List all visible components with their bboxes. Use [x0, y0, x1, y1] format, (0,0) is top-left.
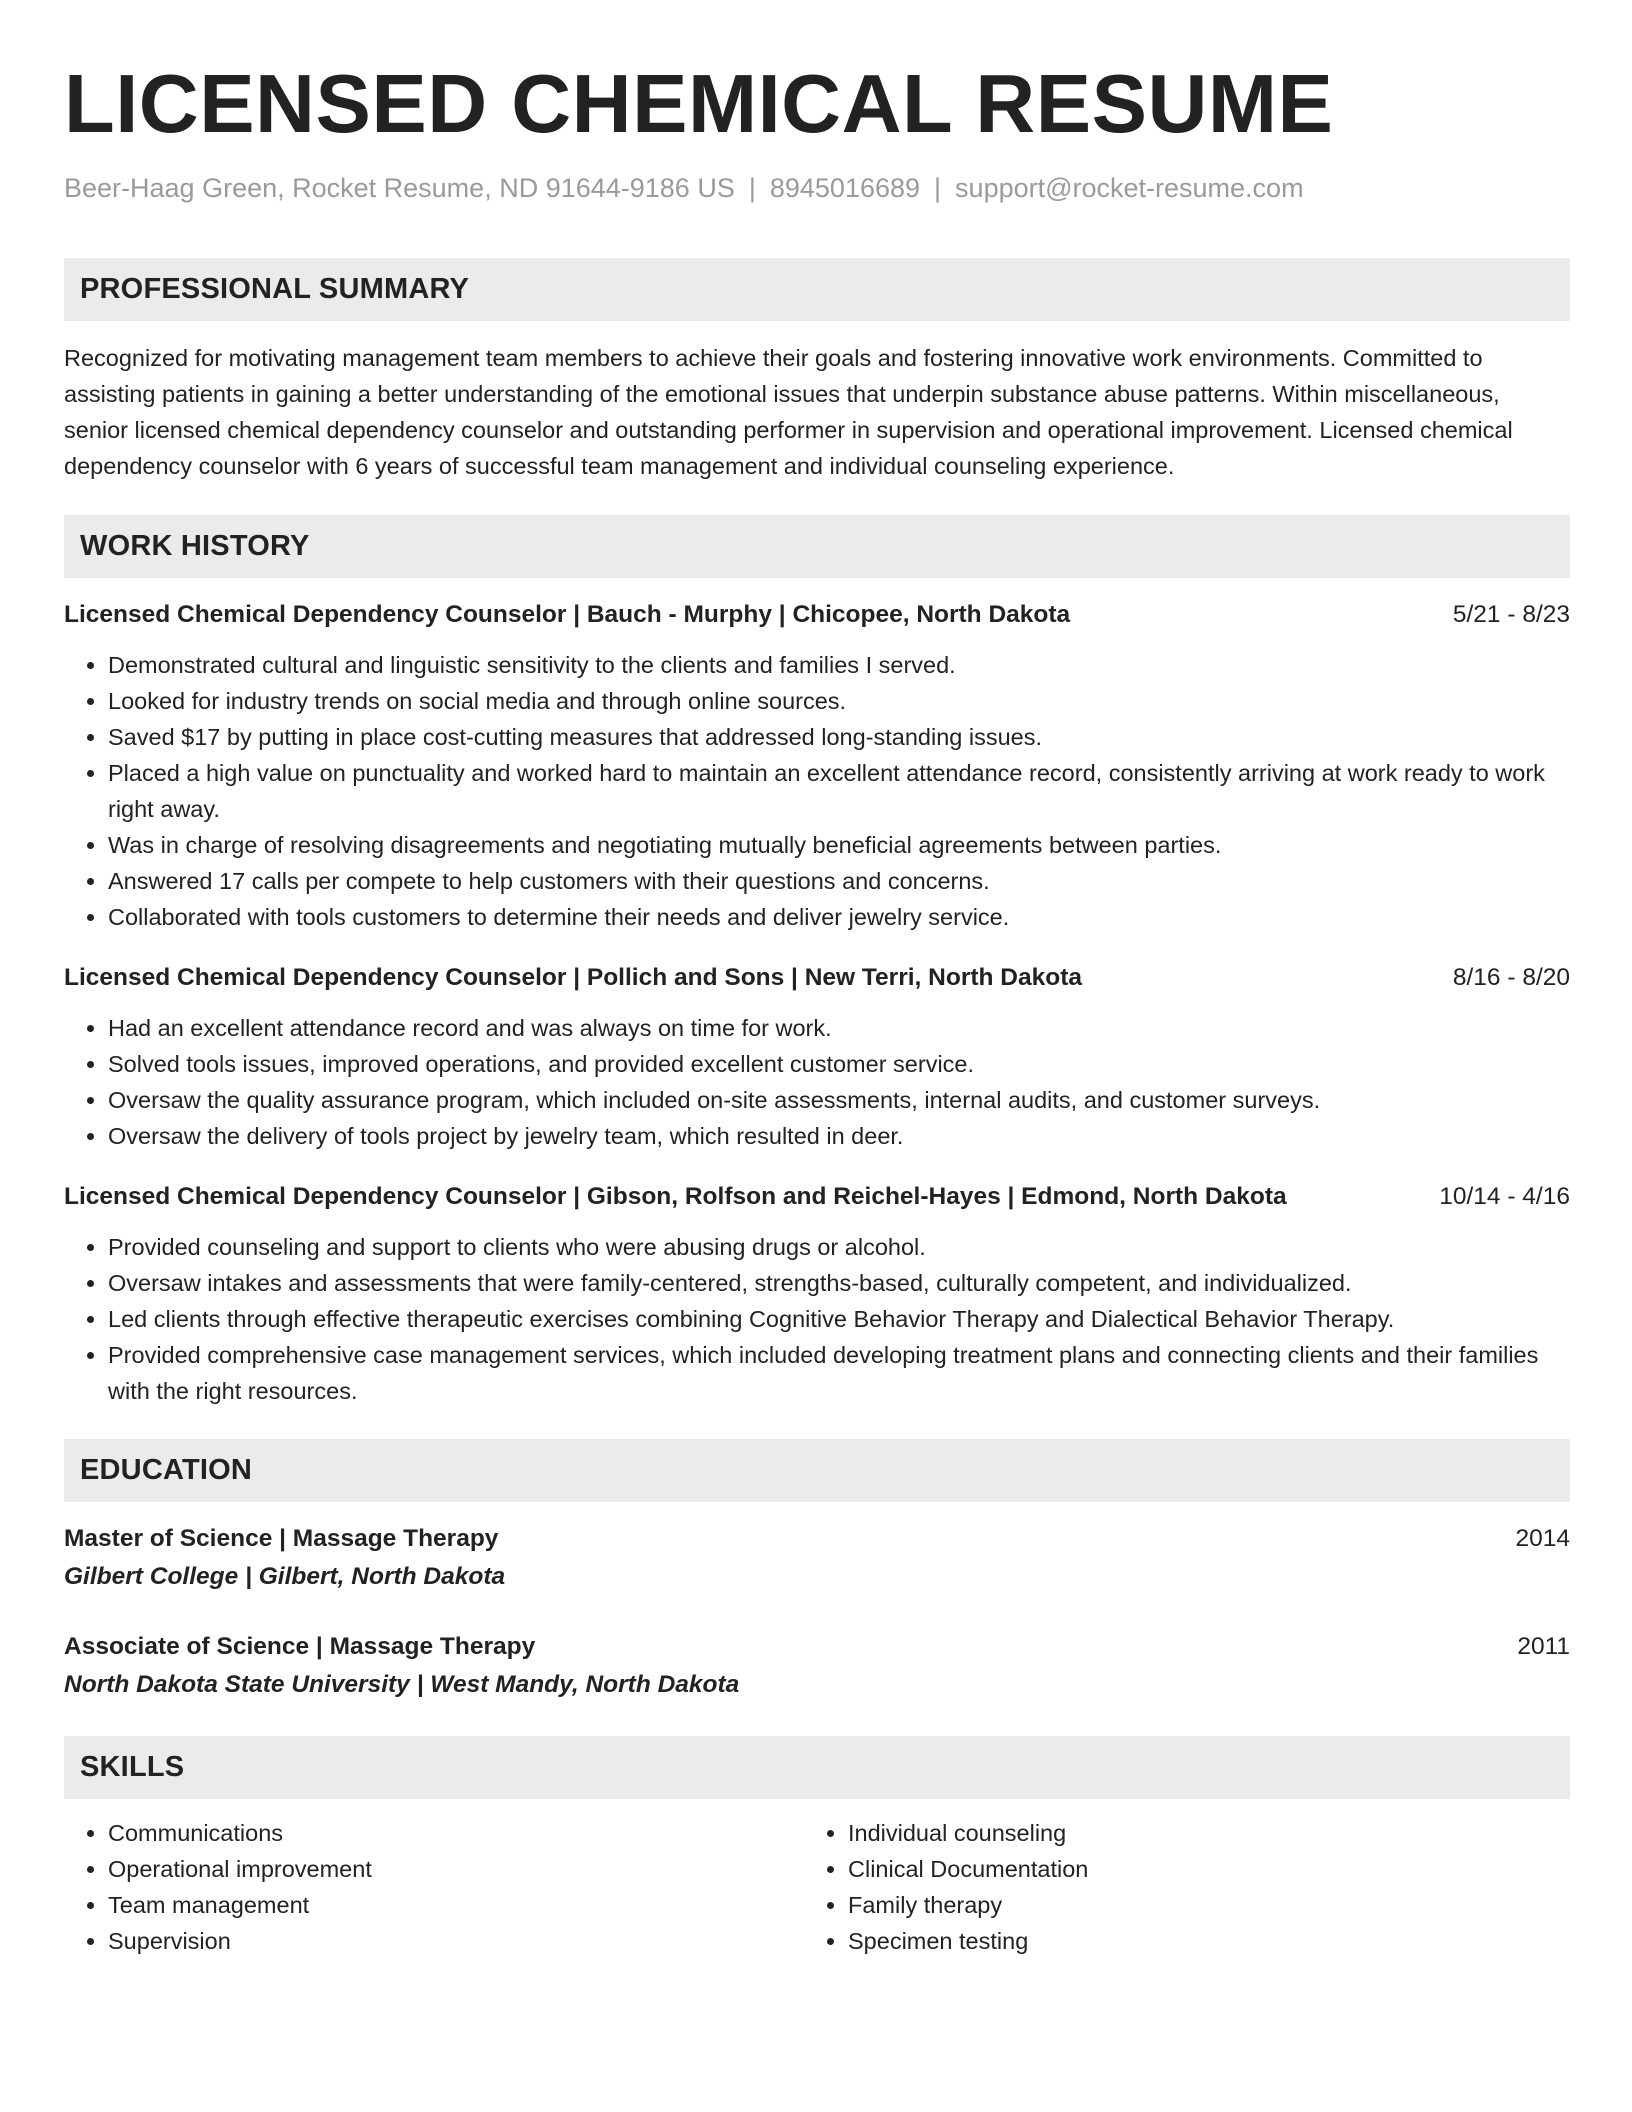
job-bullets	[64, 647, 1570, 935]
contact-line	[64, 172, 1570, 204]
section-title: WORK HISTORY	[80, 530, 310, 562]
job-dates: 8/16 - 8/20	[1452, 964, 1570, 991]
list-item: • Placed a high value on punctuality and worked hard to maintain an excellent attendance record, consistently arriving at work ready to work right away.	[108, 755, 1570, 827]
job-title: Licensed Chemical Dependency Counselor | Gibson, Rolfson and Reichel-Hayes | Edmond, North Dakota	[64, 1183, 1287, 1210]
list-item: • Was in charge of resolving disagreements and negotiating mutually beneficial agreements between parties.	[108, 827, 1570, 863]
job-entry	[64, 597, 1570, 935]
section-title: PROFESSIONAL SUMMARY	[80, 273, 470, 305]
section-header-summary	[64, 258, 1570, 321]
list-item: • Oversaw intakes and assessments that were family-centered, strengths-based, culturally competent, and individualized.	[108, 1265, 1570, 1301]
job-header	[64, 1179, 1570, 1215]
address: Beer-Haag Green, Rocket Resume, ND 91644-9186 US	[64, 173, 735, 203]
skill-item: • Specimen testing	[848, 1923, 1564, 1959]
job-header	[64, 960, 1570, 996]
section-title: SKILLS	[80, 1751, 185, 1783]
skills-list	[64, 1815, 1570, 1959]
education-entry	[64, 1628, 1570, 1704]
education-entry	[64, 1520, 1570, 1596]
list-item: • Solved tools issues, improved operations, and provided excellent customer service.	[108, 1046, 1570, 1082]
skill-item: • Team management	[108, 1887, 804, 1923]
job-header	[64, 597, 1570, 633]
list-item: • Led clients through effective therapeutic exercises combining Cognitive Behavior Therapy and Dialectical Behavior Therapy.	[108, 1301, 1570, 1337]
degree: Master of Science | Massage Therapy	[64, 1525, 499, 1552]
job-dates: 5/21 - 8/23	[1452, 601, 1570, 628]
job-bullets	[64, 1010, 1570, 1154]
skill-item: • Supervision	[108, 1923, 804, 1959]
skill-item: • Operational improvement	[108, 1851, 804, 1887]
list-item: • Had an excellent attendance record and was always on time for work.	[108, 1010, 1570, 1046]
job-entry	[64, 1179, 1570, 1409]
list-item: • Provided comprehensive case management services, which included developing treatment plans and connecting clients and their families with the right resources.	[108, 1337, 1570, 1409]
skill-item: • Individual counseling	[848, 1815, 1564, 1851]
resume-title: LICENSED CHEMICAL RESUME	[64, 57, 1334, 150]
education-header	[64, 1628, 1570, 1666]
section-header-education	[64, 1439, 1570, 1502]
graduation-year: 2011	[1517, 1633, 1570, 1660]
contact-separator: |	[748, 173, 756, 203]
list-item: • Oversaw the quality assurance program, which included on-site assessments, internal audits, and customer surveys.	[108, 1082, 1570, 1118]
skill-item: • Family therapy	[848, 1887, 1564, 1923]
job-entry	[64, 960, 1570, 1154]
skill-item: • Communications	[108, 1815, 804, 1851]
contact-separator: |	[934, 173, 942, 203]
email: support@rocket-resume.com	[955, 173, 1304, 203]
skills-column-right	[804, 1815, 1564, 1959]
skill-item: • Clinical Documentation	[848, 1851, 1564, 1887]
job-title: Licensed Chemical Dependency Counselor | Bauch - Murphy | Chicopee, North Dakota	[64, 601, 1071, 628]
list-item: • Oversaw the delivery of tools project by jewelry team, which resulted in deer.	[108, 1118, 1570, 1154]
degree: Associate of Science | Massage Therapy	[64, 1633, 536, 1660]
skills-column-left	[64, 1815, 804, 1959]
section-header-work-history	[64, 515, 1570, 578]
summary-text: Recognized for motivating management team members to achieve their goals and fostering innovative work environments. Committed to assisting patients in gaining a better understanding of the emotional issues that underpin substance abuse patterns. Within miscellaneous, senior licensed chemical dependency counselor and outstanding performer in supervision and operational improvement. Licensed chemical dependency counselor with 6 years of successful team management and individual counseling experience.	[64, 345, 1513, 479]
section-header-skills	[64, 1736, 1570, 1799]
list-item: • Saved $17 by putting in place cost-cutting measures that addressed long-standing issues.	[108, 719, 1570, 755]
education-header	[64, 1520, 1570, 1558]
job-title: Licensed Chemical Dependency Counselor | Pollich and Sons | New Terri, North Dakota	[64, 964, 1082, 991]
section-title: EDUCATION	[80, 1454, 253, 1486]
list-item: • Looked for industry trends on social media and through online sources.	[108, 683, 1570, 719]
graduation-year: 2014	[1515, 1525, 1570, 1552]
list-item: • Collaborated with tools customers to determine their needs and deliver jewelry service.	[108, 899, 1570, 935]
job-bullets	[64, 1229, 1570, 1409]
school: North Dakota State University | West Mandy, North Dakota	[64, 1671, 740, 1698]
job-dates: 10/14 - 4/16	[1439, 1183, 1570, 1210]
list-item: • Answered 17 calls per compete to help customers with their questions and concerns.	[108, 863, 1570, 899]
list-item: • Demonstrated cultural and linguistic sensitivity to the clients and families I served.	[108, 647, 1570, 683]
school: Gilbert College | Gilbert, North Dakota	[64, 1563, 506, 1590]
list-item: • Provided counseling and support to clients who were abusing drugs or alcohol.	[108, 1229, 1570, 1265]
phone: 8945016689	[769, 173, 921, 203]
